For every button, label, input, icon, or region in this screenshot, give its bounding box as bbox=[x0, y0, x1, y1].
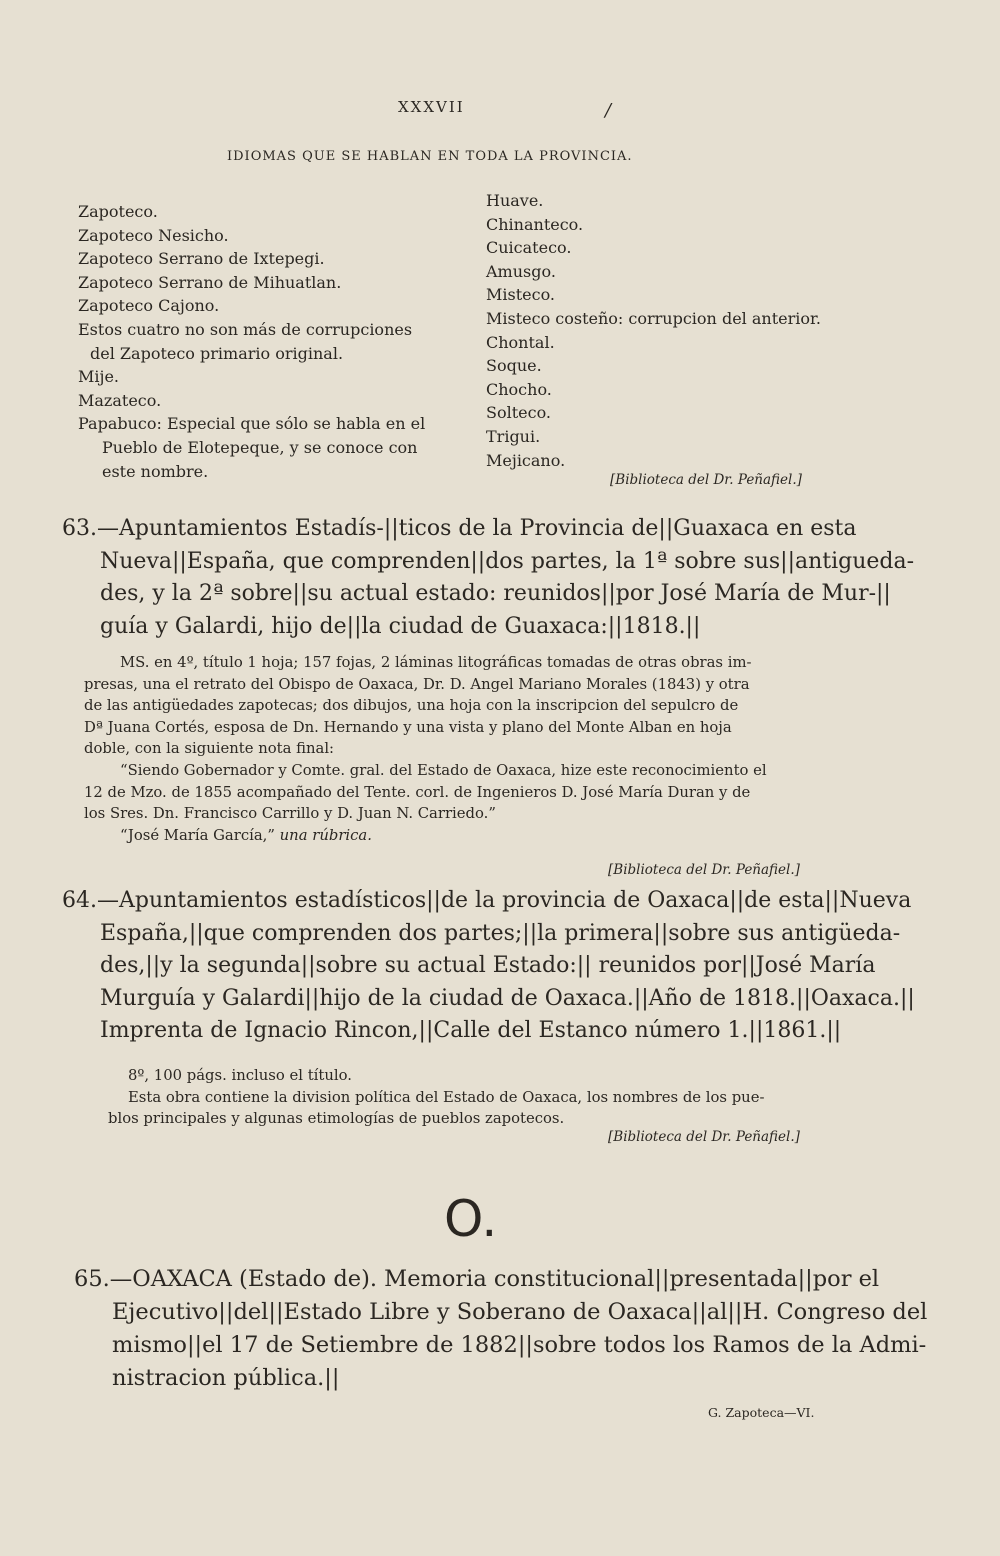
language-item: Papabuco: Especial que sólo se habla en el bbox=[78, 414, 426, 434]
languages-left-column bbox=[78, 200, 425, 483]
language-item: Zapoteco Nesicho. bbox=[78, 225, 229, 245]
source-citation: [Biblioteca del Dr. Peñafiel.] bbox=[610, 472, 802, 488]
entry-63-note bbox=[84, 652, 767, 846]
title-line: Imprenta de Ignacio Rincon,||Calle del Estanco número 1.||1861.|| bbox=[100, 1018, 842, 1043]
language-item: Chocho. bbox=[486, 379, 552, 399]
title-line: España,||que comprenden dos partes;||la primera||sobre sus antigüeda- bbox=[100, 920, 901, 946]
language-item: Chinanteco. bbox=[486, 214, 584, 234]
language-item: Misteco costeño: corrupcion del anterior. bbox=[486, 308, 821, 328]
title-line: guía y Galardi, hijo de||la ciudad de Guaxaca:||1818.|| bbox=[100, 613, 701, 639]
pencil-mark: / bbox=[605, 100, 612, 121]
language-item: Zapoteco Serrano de Mihuatlan. bbox=[78, 272, 342, 292]
title-line: Nueva||España, que comprenden||dos partes, la 1ª sobre sus||antigueda- bbox=[100, 548, 915, 574]
language-item: Solteco. bbox=[486, 403, 552, 423]
signature-quote: “José María García,” bbox=[120, 826, 275, 844]
note-line: de las antigüedades zapotecas; dos dibujos, una hoja con la inscripcion del sepulcro de bbox=[84, 697, 739, 715]
language-item: Misteco. bbox=[486, 285, 556, 305]
title-line: Murguía y Galardi||hijo de la ciudad de Oaxaca.||Año de 1818.||Oaxaca.|| bbox=[100, 985, 915, 1011]
title-line: 65.—OAXACA (Estado de). Memoria constitucional||presentada||por el bbox=[74, 1266, 880, 1292]
title-line: des,||y la segunda||sobre su actual Estado:|| reunidos por||José María bbox=[100, 953, 876, 978]
title-line: Ejecutivo||del||Estado Libre y Soberano de Oaxaca||al||H. Congreso del bbox=[112, 1299, 928, 1325]
signature-note: una rúbrica. bbox=[279, 826, 372, 844]
source-citation: [Biblioteca del Dr. Peñafiel.] bbox=[608, 862, 800, 878]
language-item: Soque. bbox=[486, 356, 542, 376]
languages-right-column bbox=[486, 189, 821, 472]
language-item: Zapoteco Serrano de Ixtepegi. bbox=[78, 249, 325, 269]
note-line: 8º, 100 págs. incluso el título. bbox=[128, 1067, 352, 1084]
note-line: MS. en 4º, título 1 hoja; 157 fojas, 2 láminas litográficas tomadas de otras obras im- bbox=[120, 654, 752, 671]
page-number: XXXVII bbox=[398, 98, 465, 116]
signature-mark: G. Zapoteca—VI. bbox=[708, 1405, 815, 1420]
note-line: los Sres. Dn. Francisco Carrillo y D. Juan N. Carriedo.” bbox=[84, 805, 496, 823]
title-line: mismo||el 17 de Setiembre de 1882||sobre todos los Ramos de la Admi- bbox=[112, 1332, 927, 1358]
note-line: 12 de Mzo. de 1855 acompañado del Tente. corl. de Ingenieros D. José María Duran y de bbox=[84, 783, 751, 801]
note-line: Dª Juana Cortés, esposa de Dn. Hernando y una vista y plano del Monte Alban en hoja bbox=[84, 718, 732, 736]
note-line: blos principales y algunas etimologías de pueblos zapotecos. bbox=[108, 1110, 565, 1128]
title-line: nistracion pública.|| bbox=[112, 1365, 340, 1391]
section-heading: IDIOMAS QUE SE HABLAN EN TODA LA PROVINCIA. bbox=[227, 149, 633, 164]
language-item: Mije. bbox=[78, 367, 120, 387]
note-line: “Siendo Gobernador y Comte. gral. del Estado de Oaxaca, hize este reconocimiento el bbox=[120, 761, 767, 779]
language-item: Mazateco. bbox=[78, 390, 162, 410]
title-line: des, y la 2ª sobre||su actual estado: reunidos||por José María de Mur-|| bbox=[100, 581, 891, 606]
language-item: Amusgo. bbox=[486, 261, 556, 281]
language-item: Zapoteco Cajono. bbox=[78, 296, 220, 316]
section-letter: O. bbox=[444, 1190, 498, 1248]
note-line: presas, una el retrato del Obispo de Oaxaca, Dr. D. Angel Mariano Morales (1843) y otra bbox=[84, 675, 750, 693]
language-note: Pueblo de Elotepeque, y se conoce con bbox=[102, 437, 418, 457]
note-line: doble, con la siguiente nota final: bbox=[84, 740, 335, 758]
title-line: 64.—Apuntamientos estadísticos||de la provincia de Oaxaca||de esta||Nueva bbox=[62, 888, 912, 913]
language-note: del Zapoteco primario original. bbox=[90, 343, 344, 363]
language-item: Trigui. bbox=[486, 426, 541, 446]
language-note: Estos cuatro no son más de corrupciones bbox=[78, 319, 413, 339]
entry-63-title bbox=[62, 513, 914, 643]
entry-64-title bbox=[62, 885, 915, 1048]
source-citation: [Biblioteca del Dr. Peñafiel.] bbox=[608, 1129, 800, 1145]
language-item: Mejicano. bbox=[486, 450, 566, 470]
language-item: Chontal. bbox=[486, 332, 555, 352]
entry-64-note bbox=[108, 1065, 764, 1130]
note-line: Esta obra contiene la division política del Estado de Oaxaca, los nombres de los pue- bbox=[128, 1088, 765, 1106]
language-note: este nombre. bbox=[102, 461, 209, 481]
title-line: 63.—Apuntamientos Estadís-||ticos de la Provincia de||Guaxaca en esta bbox=[62, 516, 857, 541]
signature-line bbox=[84, 825, 767, 847]
language-item: Zapoteco. bbox=[78, 202, 158, 221]
language-item: Huave. bbox=[486, 191, 544, 210]
language-item: Cuicateco. bbox=[486, 238, 572, 258]
entry-65-title bbox=[74, 1263, 927, 1395]
